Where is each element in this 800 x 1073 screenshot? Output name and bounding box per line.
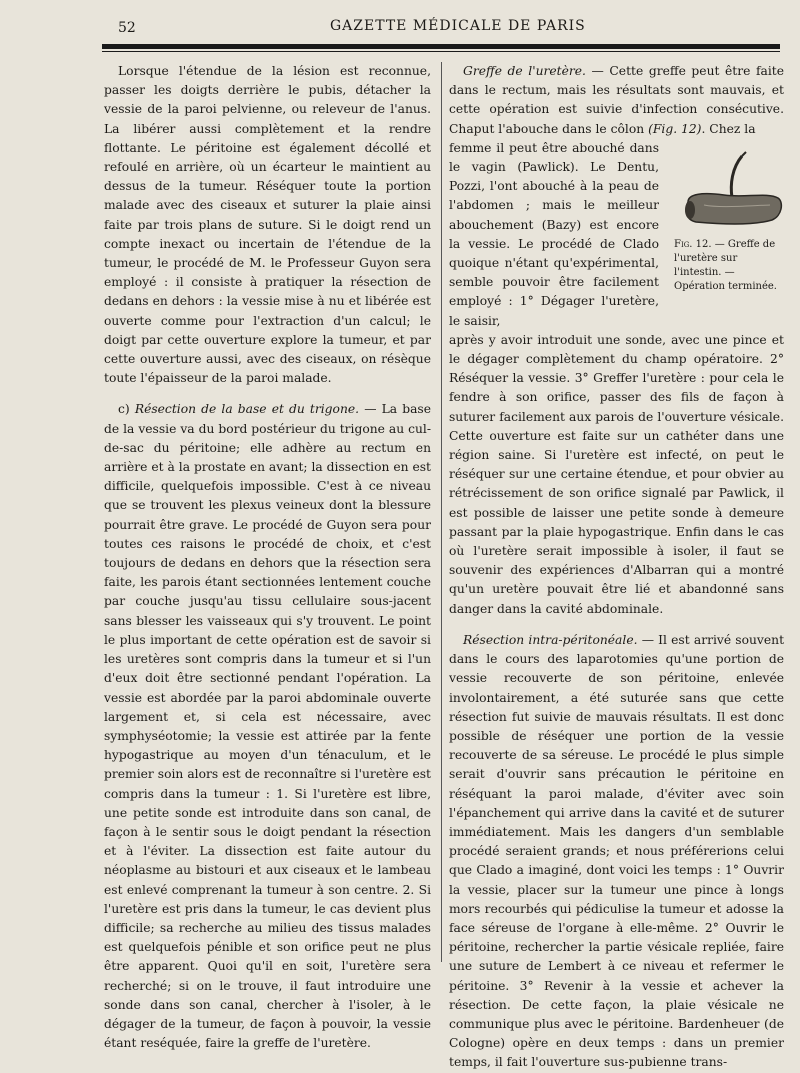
paragraph-body: — La base de la vessie va du bord postérieur du trigone au cul-de-sac du péritoine; elle adhère au rectum en arrière et à la prostate en avant; la dissection en est difficile, quelquefois impossible. C'est à ce niveau que se trouvent les plexus veineux dont la blessure pourrait être grave. Le procédé de Guyon sera pour toutes ces raisons le procédé de choix, et c'est toujours de dedans en dehors que la résection sera faite, les parois étant sectionnées lentement couche par couche jusqu'au tissu cellulaire sous-jacent sans blesser les vaisseaux qui s'y trouvent. Le point le plus important de cette opération est de savoir si les uretères sont compris dans la tumeur et si l'un d'eux doit être sectionné pendant l'opération. La vessie est abordée par la paroi abdominale ouverte largement et, si cela est nécessaire, avec symphyséotomie; la vessie est attirée par la fente hypogastrique au moyen d'un ténaculum, et le premier soin alors est de reconnaître si l'uretère est compris dans la tumeur : 1. Si l'uretère est libre, une petite sonde est introduite dans son canal, de façon à le sentir sous le doigt pendant la résection et à l'éviter. La dissection est faite autour du néoplasme au bistouri et aux ciseaux et le lambeau est enlevé comprenant la tumeur à son centre. 2. Si l'uretère est pris dans la tumeur, le cas devient plus difficile; sa recherche au milieu des tissus malades est quelquefois pénible et son orifice peut ne plus être apparent. Quoi qu'il en soit, l'uretère sera recherché; si on le trouve, il faut introduire une sonde dans son canal, chercher à l'isoler, à le dégager de la tumeur, de façon à pouvoir, la vessie étant reséquée, faire la greffe de l'uretère. [104, 402, 432, 1051]
figure-reference: (Fig. 12) [648, 121, 702, 136]
header-rule [102, 44, 780, 49]
item-marker: c) [118, 402, 135, 417]
page-number: 52 [118, 20, 136, 36]
paragraph-lesion-resection: Lorsque l'étendue de la lésion est reconnue, passer les doigts derrière le pubis, détacher la vessie de la paroi pelvienne, ou releveur de l'anus. La libérer aussi complètement et la rendre flottante. Le péritoine est également décollé et refoulé en arrière, où un écarteur le maintient au dessus de la tumeur. Réséquer toute la portion malade avec des ciseaux et suturer la plaie ainsi faite par trois plans de suture. Si le doigt rend un compte inexact ou incertain de l'étendue de la tumeur, le procédé de M. le Professeur Guyon sera employé : il consiste à pratiquer la résection de dedans en dehors : la vessie mise à nu et libérée est ouverte comme pour l'extraction d'un calcul; le doigt par cette ouverture explore la tumeur, et par cette ouverture aussi, avec des ciseaux, on résèque toute l'épaisseur de la paroi malade. [104, 64, 431, 386]
paragraph-body-end: . Chez la [701, 121, 756, 136]
section-heading-base-trigone: Résection de la base et du trigone. [134, 402, 360, 417]
section-heading-ureter-graft: Greffe de l'uretère. [463, 64, 586, 78]
figure-caption-text: — Greffe de l'uretère sur l'intestin. — Opération terminée. [674, 239, 777, 292]
paragraph-ureter-graft-lead [449, 62, 784, 139]
paragraph-intraperitoneal [449, 631, 784, 1073]
figure-12 [674, 150, 786, 294]
left-column [104, 62, 431, 1053]
section-heading-intraperitoneal: Résection intra-péritonéale. [463, 632, 638, 647]
figure-caption [674, 238, 786, 294]
paragraph-body: — Il est arrivé souvent dans le cours des laparotomies qu'une portion de vessie recouverte de son péritoine, enlevée involontairement, a été suturée sans que cette résection fut suivie de mauvais résultats. Il est donc possible de réséquer une portion de la vessie recouverte de sa séreuse. Le procédé le plus simple serait d'ouvrir sans précaution le péritoine en réséquant la paroi malade, d'éviter avec soin l'épanchement qui arrive dans la cavité et de suturer immédiatement. Mais les dangers d'un semblable procédé seraient grands; et nous préférerions celui que Clado a imaginé, dont voici les temps : 1° Ouvrir la vessie, placer sur la tumeur une pince à longs mors recourbés qui pédiculise la tumeur et adosse la face séreuse de l'organe à elle-même. 2° Ouvrir le péritoine, rechercher la partie vésicale repliée, faire une suture de Lembert à ce niveau et refermer le péritoine. 3° Revenir à la vessie et achever la résection. De cette façon, la plaie vésicale ne communique plus avec le péritoine. Bardenheuer (de Cologne) opère en deux temps : dans un premier temps, il fait l'ouverture sus-pubienne trans- [449, 632, 785, 1070]
paragraph-body: — Cette greffe peut être faite dans le rectum, mais les résultats sont mauvais, et cette opération est suivie d'infection consécutive. Chaput l'abouche dans le côlon [449, 64, 785, 136]
ureter-graft-illustration [674, 150, 786, 230]
column-divider [441, 62, 442, 962]
journal-title: GAZETTE MÉDICALE DE PARIS [330, 18, 586, 34]
header-rule-thin [102, 51, 780, 52]
paragraph-ureter-graft-rest: après y avoir introduit une sonde, avec une pince et le dégager complètement du champ opératoire. 2° Réséquer la vessie. 3° Greffer l'uretère : pour cela le fendre à son orifice, passer des fils de façon à suturer facilement aux parois de l'ouverture vésicale. Cette ouverture est faite sur un cathéter dans une région saine. Si l'uretère est infecté, on peut le réséquer sur une certaine étendue, et pour obvier au rétrécissement de son orifice signalé par Pawlick, il est possible de laisser une petite sonde à demeure passant par la plaie hypogastrique. Enfin dans le cas où l'uretère serait impossible à isoler, il faut se souvenir des expériences d'Albarran qui a montré qu'un uretère pouvait être lié et abandonné sans danger dans la cavité abdominale. [449, 332, 784, 616]
figure-label: Fig. 12. [674, 239, 712, 250]
paragraph-ureter-graft-wrap: femme il peut être abouché dans le vagin (Pawlick). Le Dentu, Pozzi, l'ont abouché à la peau de l'abdomen ; mais le meilleur abouchement (Bazy) est encore la vessie. Le procédé de Clado quoique n'étant qu'expérimental, semble pouvoir être facilement employé : 1° Dégager l'uretère, le saisir, [449, 140, 659, 328]
paragraph-base-trigone [104, 400, 431, 1053]
